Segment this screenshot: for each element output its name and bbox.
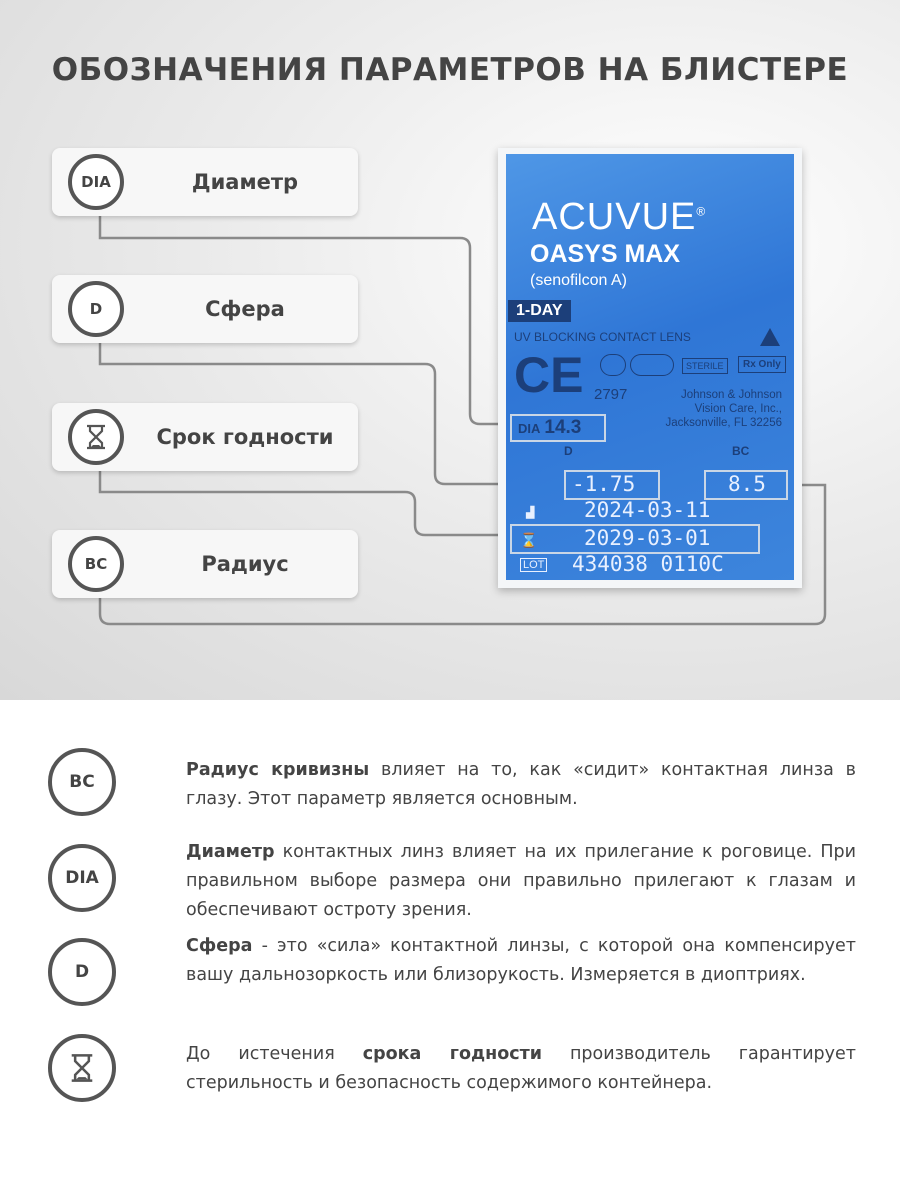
d-header: D (564, 444, 573, 458)
hourglass-badge (68, 409, 124, 465)
brand-logo: ACUVUE® (532, 196, 707, 238)
product-name: OASYS MAX (530, 240, 681, 268)
d-badge-large: D (48, 938, 116, 1006)
no-reuse-icon (600, 354, 626, 376)
day-badge: 1-DAY (508, 300, 571, 322)
blister-package (498, 148, 802, 588)
bc-header: BC (732, 444, 750, 458)
lot-number: 434038 0110C (572, 552, 724, 576)
dia-description: Диаметр контактных линз влияет на их прилегание к роговице. При правильном выборе размера они правильно прилегают к глазам и обеспечивают остроту зрения. (186, 842, 856, 920)
factory-icon: ▟ (526, 507, 535, 519)
d-description: Сфера - это «сила» контактной линзы, с которой она компенсирует вашу дальнозоркость или близорукость. Измеряется в диоптриях. (186, 936, 856, 985)
warning-icon (760, 328, 780, 346)
dia-field: DIA 14.3 (510, 414, 606, 442)
card-sphere (52, 275, 358, 343)
card-label-radius: Радиус (201, 552, 289, 576)
bc-badge: BC (68, 536, 124, 592)
blister-label (506, 154, 794, 580)
d-badge: D (68, 281, 124, 337)
card-label-diameter: Диаметр (191, 170, 299, 194)
lens-icon (630, 354, 674, 376)
ce-mark: CE (514, 347, 584, 403)
hourglass-icon-blister: ⌛ (520, 532, 538, 548)
card-expiry (52, 403, 358, 471)
d-value: -1.75 (572, 472, 636, 496)
bc-badge-large: BC (48, 748, 116, 816)
mfg-date: 2024-03-11 (584, 498, 711, 522)
rx-mark: Rx Only (738, 356, 786, 373)
hourglass-icon (67, 1052, 97, 1084)
hourglass-badge-large (48, 1034, 116, 1102)
hourglass-icon (83, 423, 109, 451)
ce-code: 2797 (594, 386, 628, 403)
card-diameter (52, 148, 358, 216)
sterile-mark: STERILE (682, 358, 728, 374)
expiry-description: До истечения срока годности производитель гарантирует стерильность и безопасность содержимого контейнера. (186, 1044, 856, 1093)
exp-date: 2029-03-01 (584, 526, 711, 550)
card-label-sphere: Сфера (205, 297, 285, 321)
dia-badge: DIA (68, 154, 124, 210)
page-title: ОБОЗНАЧЕНИЯ ПАРАМЕТРОВ НА БЛИСТЕРЕ (51, 52, 849, 88)
bc-value: 8.5 (728, 472, 766, 496)
bc-description: Радиус кривизны влияет на то, как «сидит» контактная линза в глазу. Этот параметр является основным. (186, 760, 856, 809)
manufacturer: Johnson & Johnson Vision Care, Inc., Jacksonville, FL 32256 (665, 389, 782, 429)
card-label-expiry: Срок годности (156, 425, 334, 449)
card-radius (52, 530, 358, 598)
uv-text: UV BLOCKING CONTACT LENS (514, 330, 691, 344)
dia-badge-large: DIA (48, 844, 116, 912)
lot-label: LOT (520, 558, 547, 572)
material: (senofilcon A) (530, 272, 627, 289)
